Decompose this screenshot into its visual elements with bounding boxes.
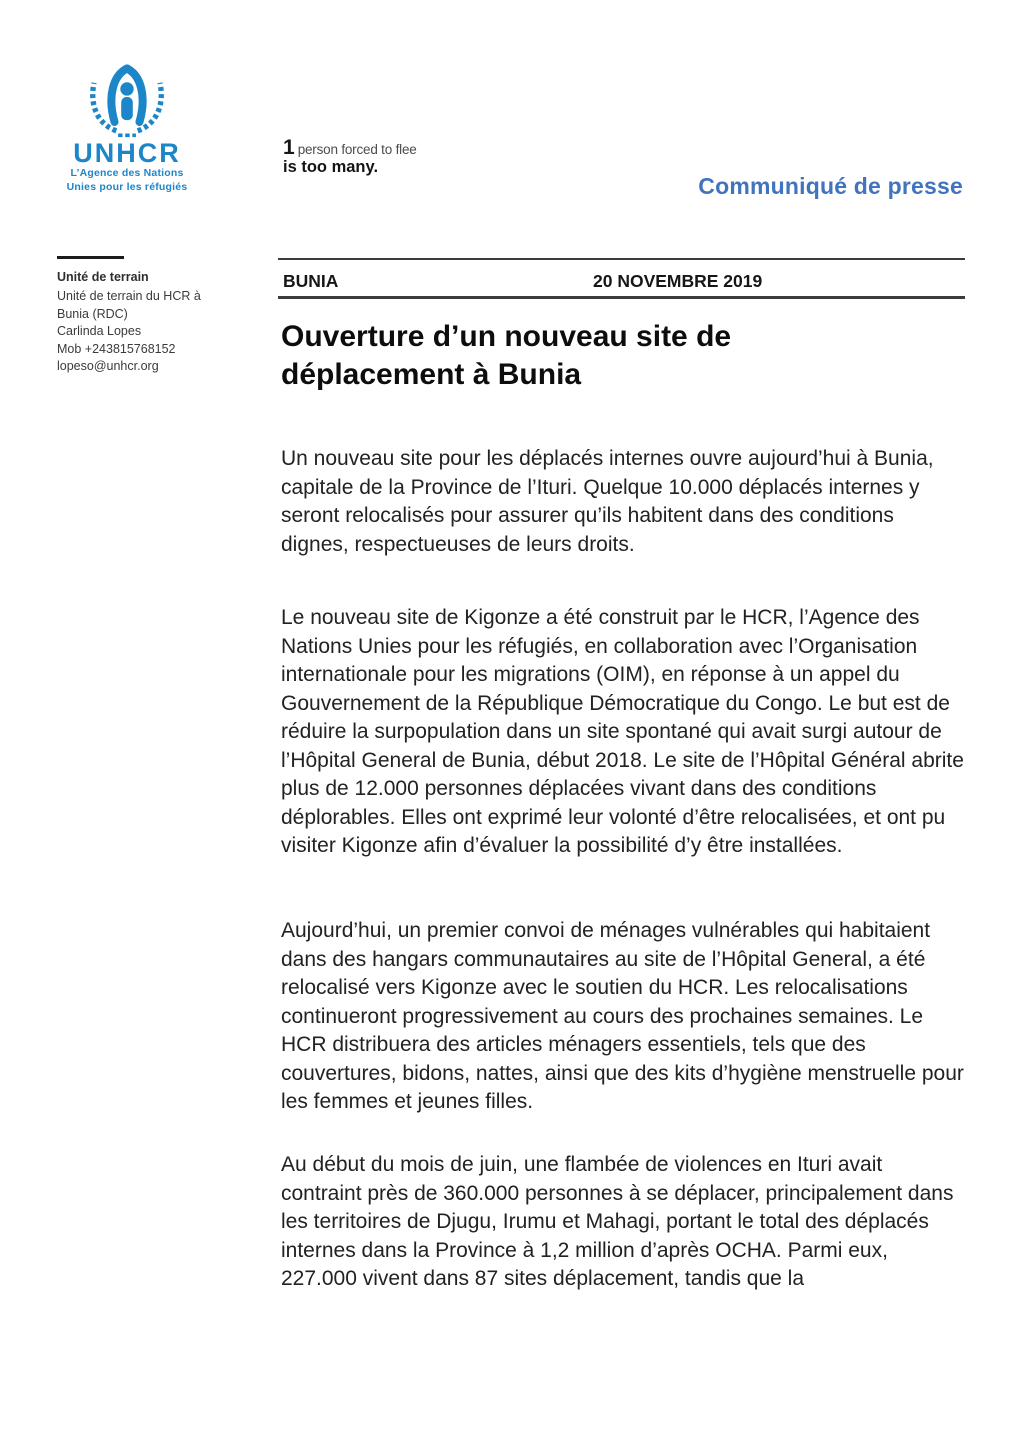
unhcr-subtitle-line2: Unies pour les réfugiés (66, 180, 188, 193)
body-paragraph-4: Au début du mois de juin, une flambée de violences en Ituri avait contraint près de 360.000 personnes à se déplacer, principalement dans les territoires de Djugu, Irumu et Mahagi, portant le total des déplacés internes dans la Province à 1,2 million d’après OCHA. Parmi eux, 227.000 vivent dans 87 sites déplacement, tandis que la (281, 1153, 954, 1290)
contact-email: lopeso@unhcr.org (57, 359, 159, 373)
dateline (283, 271, 965, 293)
contact-sidebar (57, 256, 242, 376)
dateline-rule-bottom (278, 296, 965, 299)
unhcr-subtitle-line1: L’Agence des Nations (70, 167, 184, 179)
contact-org-line1: Unité de terrain du HCR à (57, 289, 201, 303)
doc-type-label: Communiqué de presse (698, 173, 963, 199)
dateline-city: BUNIA (283, 271, 339, 291)
body-paragraph-3: Aujourd’hui, un premier convoi de ménages vulnérables qui habitaient dans des hangars communautaires au site de l’Hôpital General, a été relocalisé vers Kigonze avec le soutien du HCR. Les relocalisations continueront progressivement au cours des prochaines semaines. Le HCR distribuera des articles ménagers essentiels, tels que des couvertures, bidons, nattes, ainsi que des kits d’hygiène menstruelle pour les femmes et jeunes filles. (281, 919, 964, 1113)
tagline-number: 1 (283, 136, 295, 159)
body-paragraph-1: Un nouveau site pour les déplacés internes ouvre aujourd’hui à Bunia, capitale de la Province de l’Ituri. Quelque 10.000 déplacés internes y seront relocalisés pour assurer qu’ils habitent dans des conditions dignes, respectueuses de leurs droits. (281, 447, 934, 556)
dateline-date: 20 NOVEMBRE 2019 (593, 271, 763, 291)
contact-divider (57, 256, 124, 259)
headline-line2: déplacement à Bunia (281, 358, 582, 391)
body-paragraph-2: Le nouveau site de Kigonze a été construit par le HCR, l’Agence des Nations Unies pour les réfugiés, en collaboration avec l’Organisation internationale pour les migrations (OIM), en réponse à un appel du Gouvernement de la République Démocratique du Congo. Le but est de réduire la surpopulation dans un site spontané qui avait surgi autour de l’Hôpital General de Bunia, début 2018. Le site de l’Hôpital Général abrite plus de 12.000 personnes déplacées vivant dans des conditions déplorables. Elles ont exprimé leur volonté d’être relocalisées, et ont pu visiter Kigonze afin d’évaluer la possibilité d’y être installées. (281, 606, 964, 857)
unhcr-logo (62, 56, 192, 194)
headline (281, 318, 981, 394)
tagline-line1: person forced to flee (297, 142, 417, 157)
tagline (283, 138, 417, 176)
dateline-rule-top (278, 258, 965, 260)
tagline-line2: is too many. (283, 158, 379, 176)
unhcr-wordmark: UNHCR (73, 138, 181, 168)
headline-line1: Ouverture d’un nouveau site de (281, 320, 732, 353)
contact-person: Carlinda Lopes (57, 324, 142, 338)
contact-heading: Unité de terrain (57, 270, 149, 284)
unhcr-emblem-icon (81, 56, 173, 138)
contact-phone: Mob +243815768152 (57, 341, 176, 356)
contact-org-line2: Bunia (RDC) (57, 306, 128, 321)
